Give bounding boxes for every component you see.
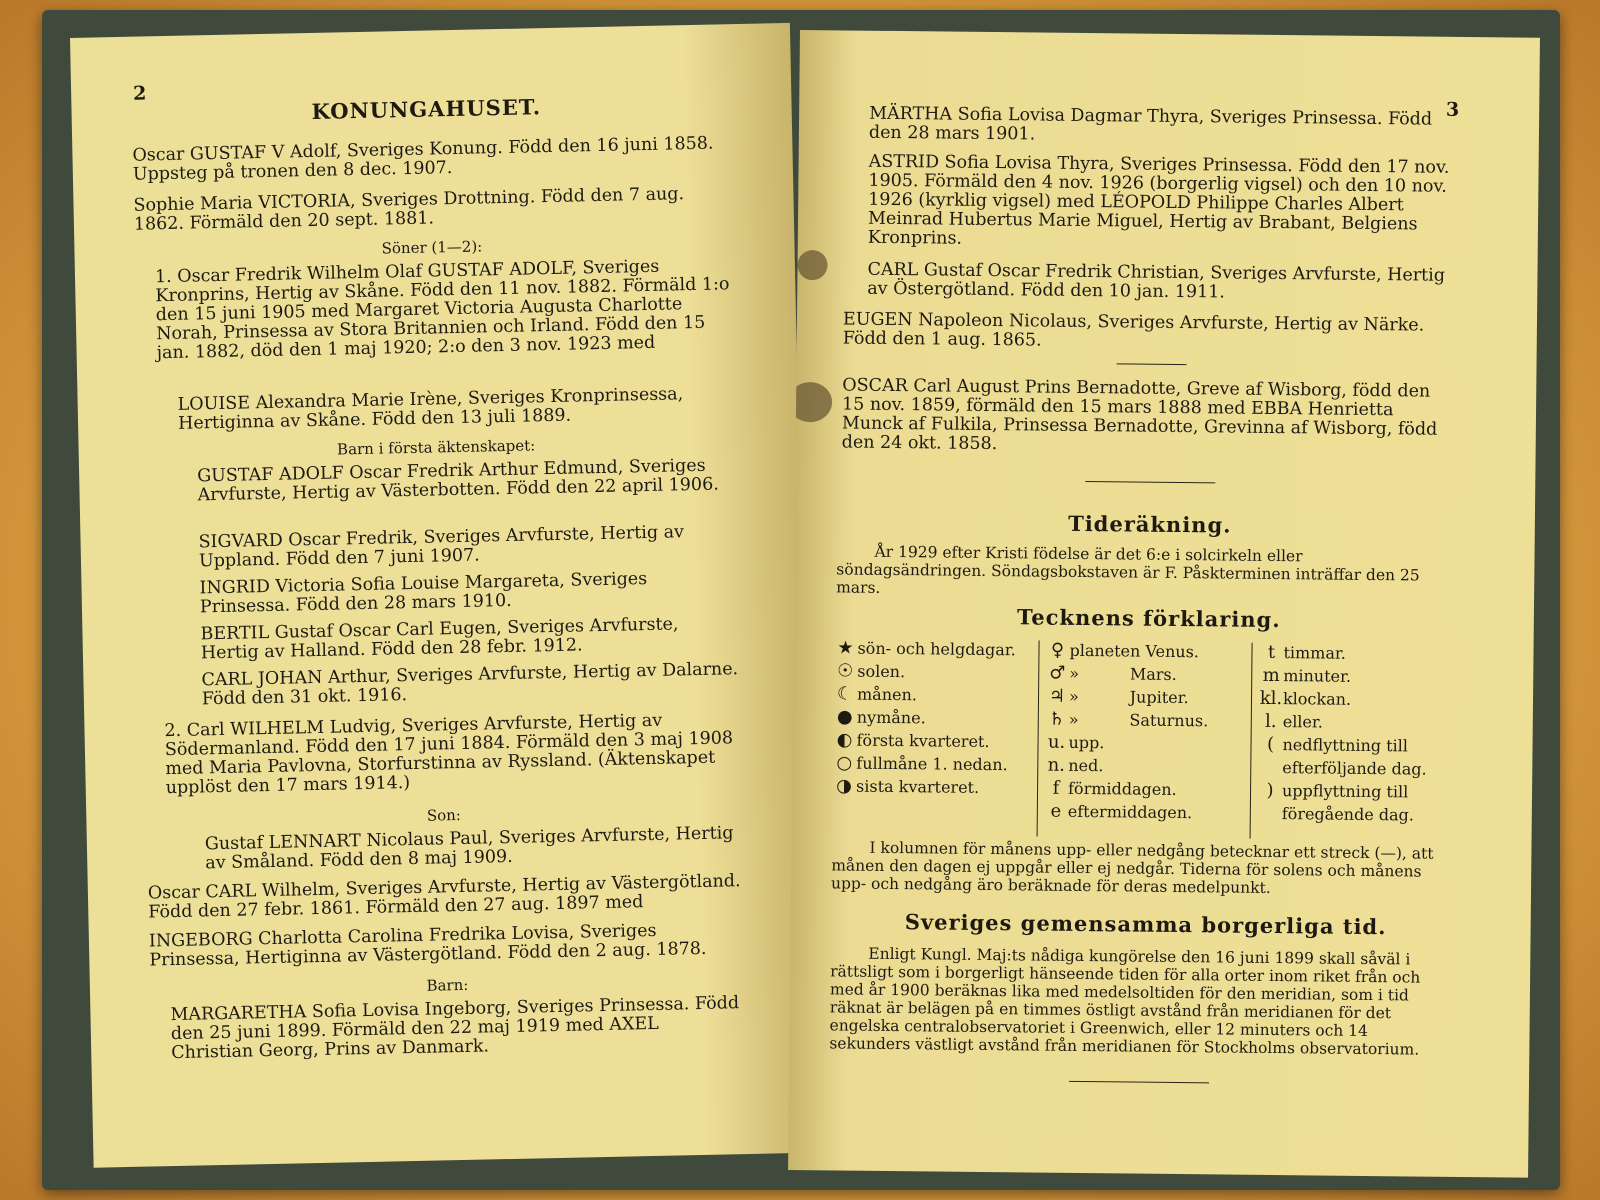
tiderakning-text: År 1929 efter Kristi födelse är det 6:e i solcirkeln eller söndagsändringen. Söndagsbokstaven är F. Påskterminen inträffar den 25 mars. <box>836 542 1420 597</box>
legend-abbrev: n. <box>1047 754 1066 776</box>
entry-wilhelm: 2. Carl WILHELM Ludvig, Sveriges Arvfurste, Hertig av Södermanland. Född den 17 juni 1884. Förmäld den 3 maj 1908 med Maria Pavlovna, Storfurstinna av Ryssland. (Äktenskapet upplöst den 17 mars 1914.) <box>164 710 734 799</box>
entry-ingeborg: INGEBORG Charlotta Carolina Fredrika Lovisa, Sveriges Prinsessa, Hertiginna av Västergötland. Född den 2 aug. 1878. <box>148 920 707 971</box>
entry-gustaf: Oscar GUSTAF V Adolf, Sveriges Konung. Född den 16 juni 1858. Uppsteg på tronen den 8 dec. 1907. <box>132 133 714 185</box>
legend-text: solen. <box>857 661 906 682</box>
legend-text: uppflyttning till <box>1281 781 1409 802</box>
legend-row <box>1258 733 1458 758</box>
legend-row <box>833 636 1033 661</box>
venus-icon: ♀ <box>1050 639 1065 661</box>
legend-column-1 <box>832 636 1034 799</box>
legend-text: första kvarteret. <box>856 730 990 752</box>
last-quarter-icon: ◑ <box>836 775 853 797</box>
mars-icon: ♂ <box>1049 662 1066 684</box>
legend-text: fullmåne 1. nedan. <box>856 753 1008 775</box>
legend-divider <box>1250 643 1253 839</box>
entry-oscar-bernadotte: OSCAR Carl August Prins Bernadotte, Greve af Wisborg, född den 15 nov. 1859, förmäld den 15 mars 1888 med EBBA Henrietta Munck af Fulkila, Prinsessa Bernadotte, Grevinna af Wisborg, född den 24 okt. 1858. <box>841 375 1438 455</box>
entry-sigvard: SIGVARD Oscar Fredrik, Sveriges Arvfurste, Hertig av Uppland. Född den 7 juni 1907. <box>198 522 685 572</box>
legend-row <box>833 682 1033 707</box>
entry-gustaf-adolf: 1. Oscar Fredrik Wilhelm Olaf GUSTAF ADOLF, Sveriges Kronprins, Hertig av Skåne. Född den 11 nov. 1882. Förmäld 1:o den 15 juni 1905 med Margaret Victoria Augusta Charlotte Norah, Prinsessa av Stora Britannien och Irland. Född den 15 jan. 1882, död den 1 maj 1920; 2:o den 3 nov. 1923 med <box>154 256 730 364</box>
borgerliga-text: Enligt Kungl. Maj:ts nådiga kungörelse den 16 juni 1899 skall såväl i rättsligt som i borgerligt hänseende tiden för alla orter inom riket från och med år 1900 beräknas lika med medelsoltiden för den meridian, som i tid räknat är belägen på en timmes östligt avstånd från meridianen för det engelska centralobservatoriet i Greenwich, eller 12 minuters och 14 sekunders västligt avstånd från meridianen för Stockholms observatorium. <box>829 944 1421 1059</box>
legend-row <box>1045 685 1245 710</box>
entry-victoria: Sophie Maria VICTORIA, Sveriges Drottning. Född den 7 aug. 1862. Förmäld den 20 sept. 1881. <box>133 184 685 235</box>
full-moon-icon: ○ <box>836 752 853 774</box>
legend-row <box>1044 754 1244 779</box>
divider <box>1117 363 1187 365</box>
legend-row <box>1258 802 1458 827</box>
legend-text: sista kvarteret. <box>855 776 980 797</box>
legend-row <box>1259 664 1459 689</box>
legend-note: I kolumnen för månens upp- eller nedgång betecknar ett streck (—), att månen den dagen ej uppgår eller ej nedgår. Tiderna för solens och månens upp- och nedgång äro beräknade för deras medelpunkt. <box>830 838 1434 897</box>
legend-text: eftermiddagen. <box>1067 801 1193 823</box>
legend-text: nedflyttning till <box>1282 735 1409 756</box>
legend-row <box>1045 639 1245 664</box>
jupiter-icon: ♃ <box>1048 685 1066 707</box>
legend-text: förmiddagen. <box>1067 778 1177 799</box>
legend-row <box>1044 731 1244 756</box>
paper-stain <box>797 250 827 280</box>
subheading-barn: Barn: <box>426 975 469 995</box>
legend-row <box>1045 662 1245 687</box>
legend-row <box>832 728 1032 753</box>
legend-text: » Saturnus. <box>1068 709 1209 731</box>
legend-row <box>833 705 1033 730</box>
legend-text: klockan. <box>1282 689 1352 709</box>
legend-text: » Mars. <box>1069 663 1177 684</box>
section-title-tiderakning: Tideräkning. <box>1068 510 1232 538</box>
legend-abbrev: kl. <box>1259 687 1283 710</box>
legend-text: föregående dag. <box>1281 804 1415 825</box>
legend-text: upp. <box>1068 732 1105 753</box>
entry-carl: Oscar CARL Wilhelm, Sveriges Arvfurste, Hertig av Västergötland. Född den 27 febr. 1861. Förmäld den 27 aug. 1897 med <box>147 871 741 923</box>
legend-divider <box>1037 641 1040 837</box>
subheading-soner: Söner (1—2): <box>381 237 483 258</box>
left-page <box>70 23 814 1168</box>
divider <box>1069 1081 1209 1083</box>
legend-text: » Jupiter. <box>1068 686 1189 708</box>
legend-column-3 <box>1258 641 1460 827</box>
legend-text: eller. <box>1282 712 1324 732</box>
legend-abbrev: m <box>1262 664 1280 687</box>
divider <box>1085 481 1215 483</box>
saturn-icon: ♄ <box>1048 708 1065 730</box>
legend-row <box>1259 687 1459 712</box>
entry-gustaf-adolf-jr: GUSTAF ADOLF Oscar Fredrik Arthur Edmund, Sveriges Arvfurste, Hertig av Västerbotten. Född den 22 april 1906. <box>197 455 719 506</box>
sun-icon: ☉ <box>837 660 854 682</box>
section-title-borgerliga: Sveriges gemensamma borgerliga tid. <box>904 909 1387 940</box>
entry-margaretha: MARGARETHA Sofia Lovisa Ingeborg, Sveriges Prinsessa. Född den 25 juni 1899. Förmäld den 22 maj 1919 med AXEL Christian Georg, Prins av Danmark. <box>170 993 740 1064</box>
page-title: KONUNGAHUSET. <box>311 94 542 124</box>
entry-louise: LOUISE Alexandra Marie Irène, Sveriges Kronprinsessa, Hertiginna av Skåne. Född den 13 juli 1889. <box>177 384 684 434</box>
legend-text: minuter. <box>1283 666 1352 686</box>
legend-row <box>1045 708 1245 733</box>
legend-row <box>832 751 1032 776</box>
entry-martha: MÄRTHA Sofia Lovisa Dagmar Thyra, Sveriges Prinsessa. Född den 28 mars 1901. <box>868 103 1433 145</box>
legend-row <box>1258 779 1458 804</box>
legend-abbrev: t <box>1267 641 1276 664</box>
page-number-left: 2 <box>132 82 147 105</box>
legend-text: månen. <box>856 684 918 705</box>
entry-carl-ostergotland: CARL Gustaf Oscar Fredrik Christian, Sveriges Arvfurste, Hertig av Östergötland. Född den 10 jan. 1911. <box>867 259 1446 303</box>
legend-text: nymåne. <box>856 707 926 728</box>
legend-row <box>1259 641 1459 666</box>
legend-abbrev: u. <box>1047 731 1066 753</box>
page-number-right: 3 <box>1445 98 1460 121</box>
legend-row <box>1044 800 1244 825</box>
subheading-barn-forsta: Barn i första äktenskapet: <box>336 436 536 459</box>
section-title-tecknens: Tecknens förklaring. <box>1016 604 1281 633</box>
legend-text: ned. <box>1068 755 1104 776</box>
legend-abbrev: ) <box>1266 779 1274 802</box>
legend-abbrev: l. <box>1264 710 1277 733</box>
moon-icon: ☾ <box>836 683 854 705</box>
entry-lennart: Gustaf LENNART Nicolaus Paul, Sveriges Arvfurste, Hertig av Småland. Född den 8 maj 1909. <box>204 823 734 874</box>
star-icon: ★ <box>837 637 854 659</box>
legend-abbrev: e <box>1050 800 1062 822</box>
legend-abbrev: ( <box>1266 733 1275 756</box>
legend-text: timmar. <box>1283 643 1347 663</box>
legend-text: sön- och helgdagar. <box>857 638 1016 660</box>
entry-eugen: EUGEN Napoleon Nicolaus, Sveriges Arvfurste, Hertig av Närke. Född den 1 aug. 1865. <box>842 309 1425 351</box>
legend-column-2 <box>1044 639 1246 825</box>
legend-text: planeten Venus. <box>1069 640 1200 662</box>
legend-text: efterföljande dag. <box>1282 758 1427 779</box>
legend-row <box>833 659 1033 684</box>
subheading-son: Son: <box>426 805 462 825</box>
legend-row <box>1258 756 1458 781</box>
symbol-legend <box>832 636 1464 843</box>
legend-row <box>1259 710 1459 735</box>
first-quarter-icon: ◐ <box>836 729 853 751</box>
entry-carl-johan: CARL JOHAN Arthur, Sveriges Arvfurste, Hertig av Dalarne. Född den 31 okt. 1916. <box>201 659 739 710</box>
legend-row <box>832 774 1032 799</box>
right-page <box>788 30 1540 1178</box>
entry-bertil: BERTIL Gustaf Oscar Carl Eugen, Sveriges Arvfurste, Hertig av Halland. Född den 28 febr. 1912. <box>200 614 679 664</box>
new-moon-icon: ● <box>836 706 853 728</box>
entry-ingrid: INGRID Victoria Sofia Louise Margareta, Sveriges Prinsessa. Född den 28 mars 1910. <box>199 569 648 618</box>
legend-abbrev: f <box>1052 777 1060 799</box>
legend-row <box>1044 777 1244 802</box>
entry-astrid: ASTRID Sofia Lovisa Thyra, Sveriges Prinsessa. Född den 17 nov. 1905. Förmäld den 4 nov. 1926 (borgerlig vigsel) och den 10 nov. 1926 (kyrklig vigsel) med LÉOPOLD Philippe Charles Albert Meinrad Hubertus Marie Miguel, Hertig av Brabant, Belgiens Kronprins. <box>867 151 1450 249</box>
